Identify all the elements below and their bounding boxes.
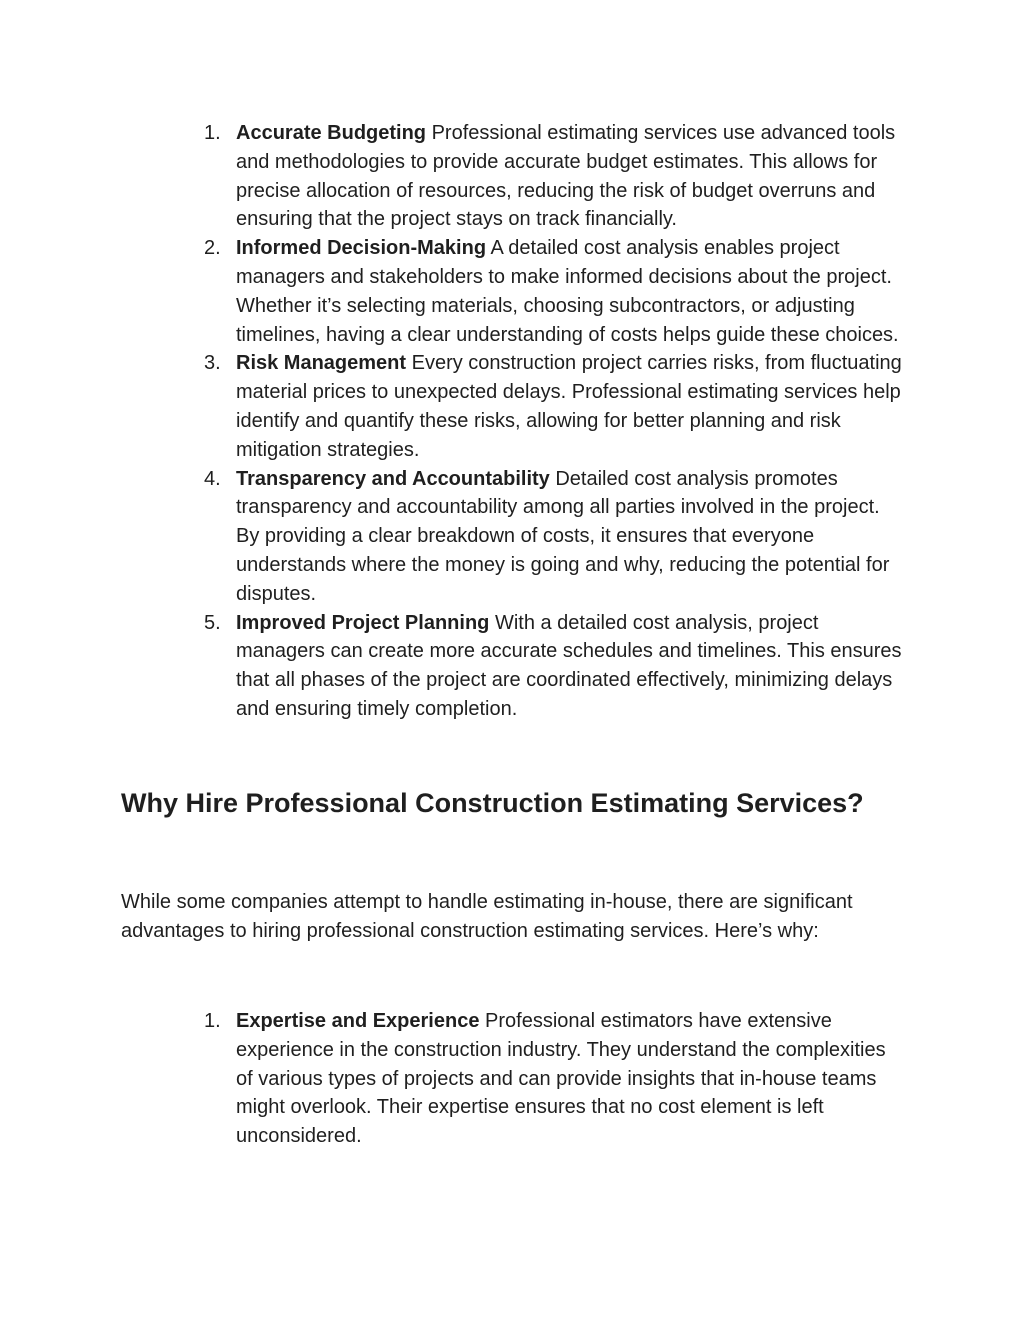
item-term: Risk Management [236,352,407,375]
intro-paragraph: While some companies attempt to handle estimating in-house, there are significant advantages to hiring professional construction estimating services. Here’s why: [121,891,853,942]
item-text: A detailed cost analysis enables project managers and stakeholders to make informed decisions about the project. Whether it’s selecting materials, choosing subcontractors, or adjusting timelines, having a clear understanding of costs helps guide these choices. [236,237,899,346]
reasons-list [0,1007,1024,1151]
item-text: Every construction project carries risks, from fluctuating material prices to unexpected delays. Professional estimating services help identify and quantify these risks, allowing for better planning and risk mitigation strategies. [236,352,902,461]
list-number: 4. [204,467,221,490]
list-item [0,465,906,609]
item-term: Accurate Budgeting [236,122,427,144]
item-text: Professional estimators have extensive experience in the construction industry. They understand the complexities of various types of projects and can provide insights that in-house teams might overlook. Their expertise ensures that no cost element is left unconsidered. [236,1010,886,1148]
item-term: Transparency and Accountability [236,467,550,490]
item-term: Informed Decision-Making [236,237,487,260]
list-number: 3. [204,352,221,375]
item-term: Expertise and Experience [236,1010,480,1032]
list-item [0,349,906,464]
item-text: With a detailed cost analysis, project managers can create more accurate schedules and timelines. This ensures that all phases of the project are coordinated effectively, minimizing delays and ensuring timely completion. [236,611,902,720]
benefits-list [0,119,1024,724]
list-number: 1. [204,122,221,144]
item-text: Detailed cost analysis promotes transparency and accountability among all parties involved in the project. By providing a clear breakdown of costs, it ensures that everyone understands where the money is going and why, reducing the potential for disputes. [236,467,890,605]
section-heading: Why Hire Professional Construction Estimating Services? [121,788,864,818]
list-item [0,234,906,349]
list-number: 2. [204,237,221,260]
item-term: Improved Project Planning [236,611,490,634]
list-item [0,1007,906,1151]
list-number: 1. [204,1010,221,1032]
list-number: 5. [204,611,221,634]
list-item [0,119,906,234]
list-item [0,609,906,724]
item-text: Professional estimating services use advanced tools and methodologies to provide accurate budget estimates. This allows for precise allocation of resources, reducing the risk of budget overruns and ensuring that the project stays on track financially. [236,122,896,231]
